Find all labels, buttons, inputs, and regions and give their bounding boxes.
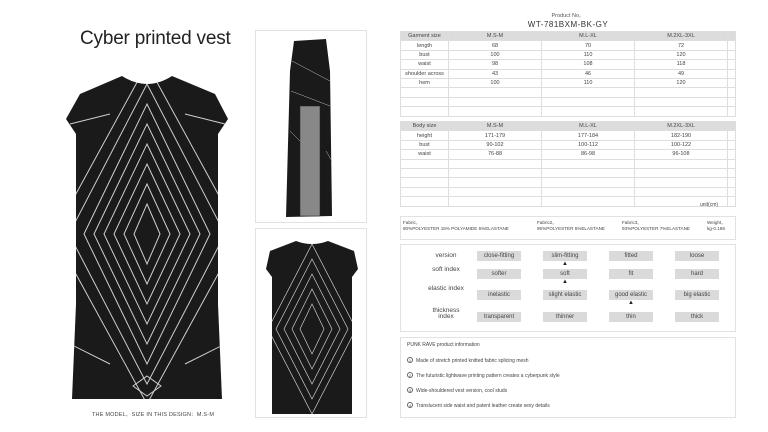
table-cell <box>542 107 635 116</box>
table-cell: 90-102 <box>449 140 542 149</box>
table-cell <box>635 187 728 196</box>
option-chip: loose <box>675 251 719 261</box>
table-cell <box>728 41 736 50</box>
table-row <box>401 197 736 206</box>
table-row <box>401 187 736 196</box>
option-chip: fitted <box>609 251 653 261</box>
table-cell: 86-98 <box>542 150 635 159</box>
option-chip: good elastic <box>609 290 653 300</box>
thickness-index-row <box>401 307 737 326</box>
table-header-row <box>401 122 736 131</box>
elastic-index-label: elastic index <box>428 285 464 292</box>
table-row <box>401 131 736 140</box>
option-chip: slight elastic <box>543 290 587 300</box>
table-cell <box>635 178 728 187</box>
fabric-2 <box>537 220 619 236</box>
table-header-cell: Body size <box>401 122 449 131</box>
table-cell <box>401 107 449 116</box>
option-chip: transparent <box>477 312 521 322</box>
version-label: version <box>435 252 457 259</box>
table-cell <box>401 197 449 206</box>
body-size-table <box>400 121 736 207</box>
table-cell <box>728 88 736 97</box>
table-cell <box>449 178 542 187</box>
elastic-index-row <box>401 285 737 306</box>
info-item-text: Made of stretch printed knitted fabric splicing mesh <box>416 358 529 364</box>
table-row <box>401 88 736 97</box>
table-cell: 182-190 <box>635 131 728 140</box>
attributes-panel <box>400 244 736 332</box>
thickness-index-label: thickness index <box>432 307 460 320</box>
table-cell: 68 <box>449 41 542 50</box>
table-cell: 70 <box>542 41 635 50</box>
table-row <box>401 159 736 168</box>
table-cell <box>728 97 736 106</box>
front-vest-image <box>50 64 245 404</box>
side-vest-image <box>256 31 367 223</box>
table-cell <box>728 69 736 78</box>
table-cell <box>401 159 449 168</box>
table-row <box>401 50 736 59</box>
table-cell <box>401 88 449 97</box>
table-header-cell: M.2XL-3XL <box>635 122 728 131</box>
table-row <box>401 107 736 116</box>
table-cell <box>449 88 542 97</box>
product-info-title: PUNK RAVE product information <box>407 342 480 348</box>
option-chip: hard <box>675 269 719 279</box>
page-title: Cyber printed vest <box>80 28 231 49</box>
fabric-3-label: Fabric3。 <box>622 220 642 225</box>
table-cell: 110 <box>542 78 635 87</box>
option-chip: fit <box>609 269 653 279</box>
table-cell: 76-88 <box>449 150 542 159</box>
table-cell: waist <box>401 150 449 159</box>
table-header-cell: M.2XL-3XL <box>635 32 728 41</box>
table-cell <box>728 131 736 140</box>
table-cell <box>542 197 635 206</box>
fabric-2-label: Fabric2。 <box>537 220 557 225</box>
table-header-cell: Garment size <box>401 32 449 41</box>
option-chip: thick <box>675 312 719 322</box>
option-chip: close-fitting <box>477 251 521 261</box>
table-row <box>401 178 736 187</box>
table-header-cell <box>728 32 736 41</box>
table-cell: 46 <box>542 69 635 78</box>
soft-index-label: soft index <box>432 266 460 273</box>
table-cell <box>542 97 635 106</box>
table-cell <box>728 150 736 159</box>
table-cell <box>728 140 736 149</box>
table-cell: 49 <box>635 69 728 78</box>
product-number-value: WT-781BXM-BK-GY <box>527 20 609 29</box>
info-item <box>407 372 560 379</box>
table-cell: 100 <box>449 78 542 87</box>
table-cell: 118 <box>635 60 728 69</box>
version-row <box>401 251 737 265</box>
number-2-icon: 2 <box>408 373 412 378</box>
side-view-photo <box>255 30 367 223</box>
option-chip: thin <box>609 312 653 322</box>
number-4-icon: 4 <box>408 403 412 408</box>
number-3-icon: 3 <box>408 388 412 393</box>
weight-label: Weight。 <box>707 220 726 225</box>
table-header-row <box>401 32 736 41</box>
table-cell <box>635 159 728 168</box>
option-chip: slim-fitting <box>543 251 587 261</box>
table-cell: hem <box>401 78 449 87</box>
table-cell: 120 <box>635 50 728 59</box>
product-number <box>400 11 736 29</box>
option-chip: inelastic <box>477 290 521 300</box>
fabric-3 <box>622 220 704 236</box>
unit-label: unit(cm) <box>700 202 719 208</box>
table-header-cell: M.S-M <box>449 32 542 41</box>
table-cell <box>728 60 736 69</box>
table-cell: bust <box>401 50 449 59</box>
table-row <box>401 97 736 106</box>
table-cell: 177-184 <box>542 131 635 140</box>
fabric-2-value: 95%POLYESTER 5%ELASTANE <box>537 226 605 231</box>
table-row <box>401 60 736 69</box>
selected-marker-icon: ▲ <box>628 300 634 306</box>
table-cell: 100-112 <box>542 140 635 149</box>
info-item <box>407 357 529 364</box>
table-cell <box>449 168 542 177</box>
back-vest-image <box>256 229 367 418</box>
info-item-text: Wide-shouldered vest version, cool studs <box>416 388 508 394</box>
fabric-1-value: 80%POLYESTER 15% POLYAMIDE 5%ELASTANE <box>403 226 509 231</box>
info-item-text: Translucent side waist and patent leather create sexy details <box>416 403 550 409</box>
table-cell <box>542 159 635 168</box>
table-cell <box>728 50 736 59</box>
fabric-1 <box>403 220 533 236</box>
table-cell <box>635 97 728 106</box>
option-chip: soft <box>543 269 587 279</box>
table-header-cell: M.L-XL <box>542 122 635 131</box>
table-cell: 98 <box>449 60 542 69</box>
table-cell: length <box>401 41 449 50</box>
fabric-1-label: Fabric。 <box>403 220 421 225</box>
soft-index-row <box>401 266 737 285</box>
info-item <box>407 387 507 394</box>
selected-marker-icon: ▲ <box>562 261 568 267</box>
table-cell <box>401 97 449 106</box>
table-cell: 100 <box>449 50 542 59</box>
info-item <box>407 402 550 409</box>
product-number-label: Product No。 <box>551 13 585 19</box>
option-chip: big elastic <box>675 290 719 300</box>
front-view-photo <box>50 64 245 404</box>
table-cell <box>449 197 542 206</box>
table-cell <box>449 107 542 116</box>
garment-size-table <box>400 31 736 117</box>
table-cell <box>401 187 449 196</box>
table-cell <box>542 168 635 177</box>
table-cell: bust <box>401 140 449 149</box>
table-cell: 110 <box>542 50 635 59</box>
option-chip: thinner <box>543 312 587 322</box>
table-cell <box>728 159 736 168</box>
table-cell <box>728 187 736 196</box>
table-cell <box>401 178 449 187</box>
table-cell: 100-122 <box>635 140 728 149</box>
table-header-cell: M.L-XL <box>542 32 635 41</box>
table-cell <box>635 88 728 97</box>
table-header-cell: M.S-M <box>449 122 542 131</box>
table-cell: 120 <box>635 78 728 87</box>
table-cell <box>401 168 449 177</box>
table-cell: 43 <box>449 69 542 78</box>
table-row <box>401 41 736 50</box>
table-cell <box>449 159 542 168</box>
table-cell <box>728 178 736 187</box>
table-cell: 171-179 <box>449 131 542 140</box>
table-cell: 108 <box>542 60 635 69</box>
info-item-text: The futuristic lightwave printing pattern creates a cyberpunk style <box>416 373 560 379</box>
table-row <box>401 150 736 159</box>
table-row <box>401 69 736 78</box>
number-1-icon: 1 <box>408 358 412 363</box>
table-cell <box>449 97 542 106</box>
selected-marker-icon: ▲ <box>562 279 568 285</box>
table-cell: shoulder across <box>401 69 449 78</box>
table-row <box>401 168 736 177</box>
table-cell: waist <box>401 60 449 69</box>
model-size-note: THE MODEL、SIZE IN THIS DESIGN：M.S-M <box>92 412 215 418</box>
weight <box>707 220 737 236</box>
table-cell: height <box>401 131 449 140</box>
table-row <box>401 140 736 149</box>
table-cell <box>449 187 542 196</box>
table-cell: 96-108 <box>635 150 728 159</box>
back-view-photo <box>255 228 367 418</box>
table-cell <box>542 88 635 97</box>
table-cell <box>542 187 635 196</box>
table-cell <box>635 107 728 116</box>
table-cell <box>728 78 736 87</box>
table-cell <box>728 168 736 177</box>
product-info-panel <box>400 337 736 418</box>
fabric-3-value: 93%POLYESTER 7%ELASTANE <box>622 226 690 231</box>
table-cell <box>728 107 736 116</box>
table-cell: 72 <box>635 41 728 50</box>
table-row <box>401 78 736 87</box>
option-chip: softer <box>477 269 521 279</box>
table-cell <box>635 168 728 177</box>
weight-value: kg-0.168 <box>707 226 725 231</box>
table-header-cell <box>728 122 736 131</box>
table-cell <box>542 178 635 187</box>
table-cell <box>728 197 736 206</box>
